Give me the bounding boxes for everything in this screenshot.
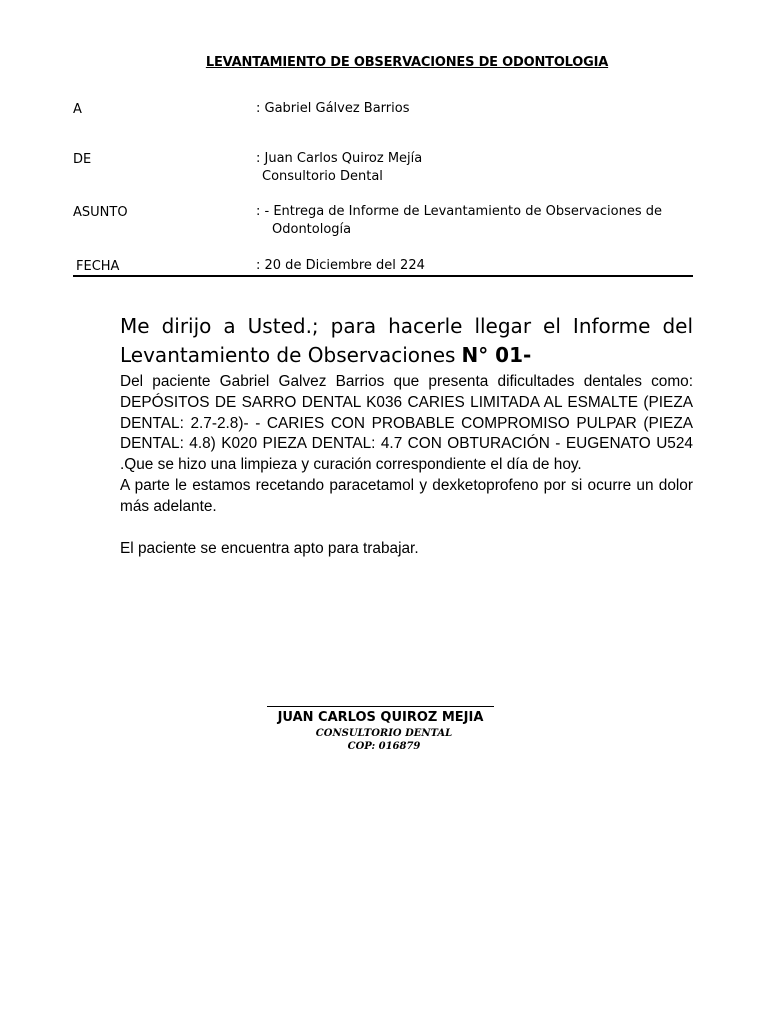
subject-line-1: : - Entrega de Informe de Levantamiento de Observaciones de — [256, 204, 662, 219]
body-paragraph-findings: Del paciente Gabriel Galvez Barrios que presenta dificultades dentales como: DEPÓSITOS DE SARRO DENTAL K036 CARIES LIMITADA AL ESMALTE (PIEZA DENTAL: 2.7-2.8)- - CARIES CON PROBABLE COMPROMISO PULPAR (PIEZA DENTAL: 4.8) K020 PIEZA DENTAL: 4.7 CON OBTURACIÓN - EUGENATO U524 .Que se hizo una limpieza y curación correspondiente el día de hoy. — [120, 373, 693, 474]
paragraph-spacer — [120, 518, 693, 539]
signature-cop: COP: 016879 — [347, 741, 421, 752]
signature-line — [267, 706, 494, 707]
from-office: Consultorio Dental — [262, 169, 383, 184]
subject-value — [256, 203, 662, 239]
report-body — [120, 372, 693, 559]
report-number: N° 01- — [461, 343, 532, 367]
signature-name: JUAN CARLOS QUIROZ MEJIA — [277, 710, 484, 725]
date-label: FECHA — [76, 259, 120, 274]
header-divider — [73, 275, 693, 277]
from-label: DE — [73, 152, 92, 167]
signature-office: CONSULTORIO DENTAL — [315, 728, 453, 739]
subject-line-2: Odontología — [272, 222, 352, 237]
intro-paragraph — [120, 312, 693, 370]
subject-label: ASUNTO — [73, 205, 128, 220]
date-value: : 20 de Diciembre del 224 — [256, 258, 425, 273]
body-paragraph-prescription: A parte le estamos recetando paracetamol y dexketoprofeno por si ocurre un dolor más adelante. — [120, 476, 693, 515]
intro-text: Me dirijo a Usted.; para hacerle llegar el Informe del Levantamiento de Observaciones — [120, 314, 693, 367]
from-value — [256, 150, 422, 186]
from-name: : Juan Carlos Quiroz Mejía — [256, 151, 423, 166]
body-paragraph-conclusion: El paciente se encuentra apto para trabajar. — [120, 539, 419, 557]
to-label: A — [73, 102, 82, 117]
to-value: : Gabriel Gálvez Barrios — [256, 101, 410, 116]
document-title: LEVANTAMIENTO DE OBSERVACIONES DE ODONTOLOGIA — [205, 55, 609, 70]
